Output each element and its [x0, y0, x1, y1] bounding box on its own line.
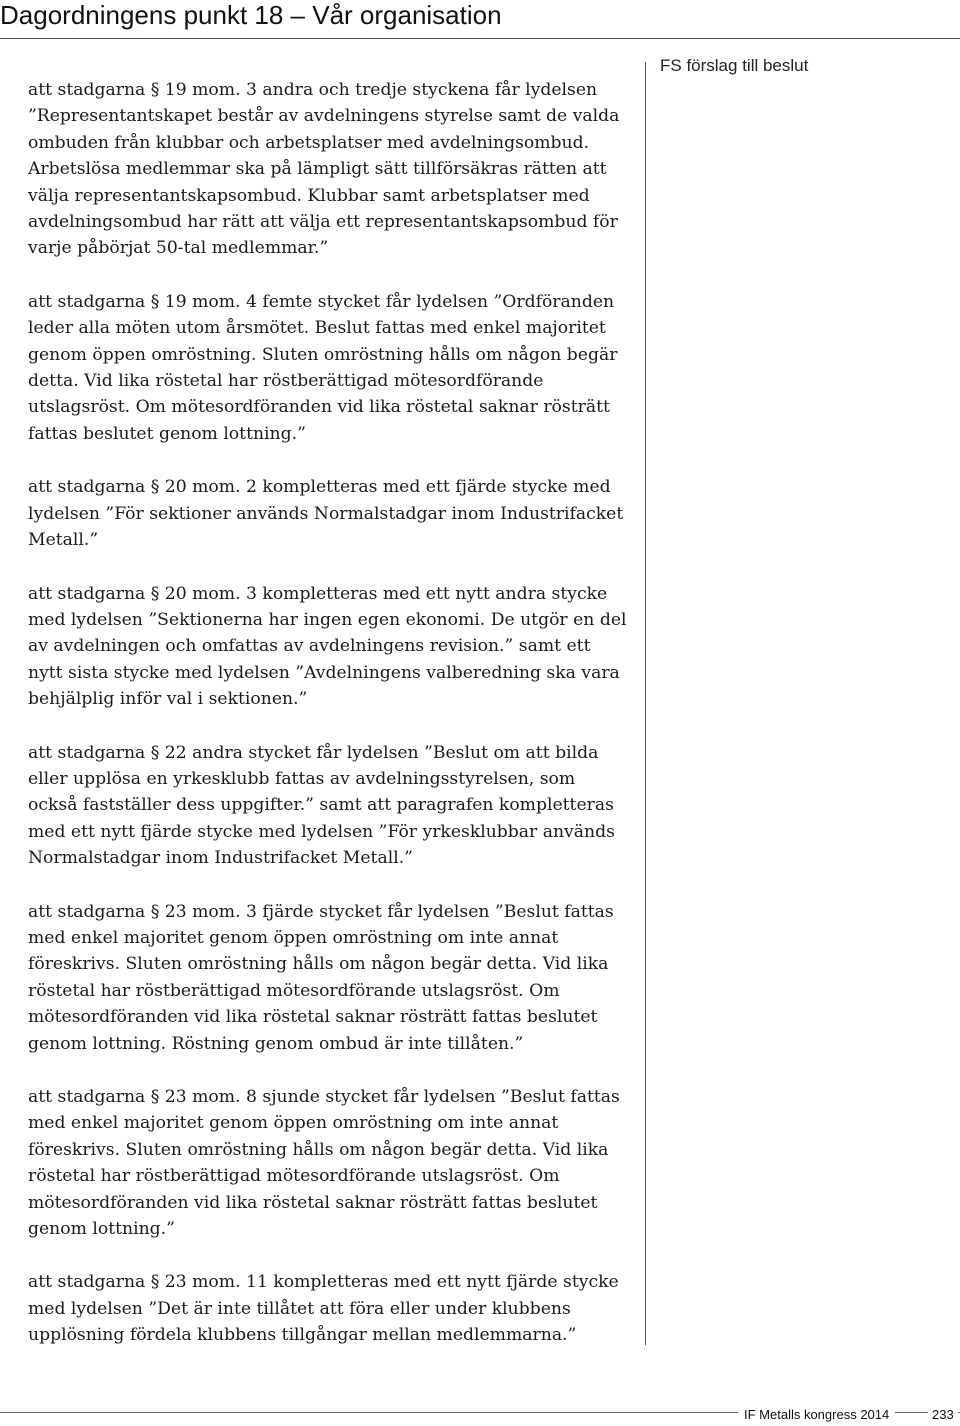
proposal-paragraph-7: att stadgarna § 23 mom. 8 sjunde stycket får lydelsen ”Beslut fattas med enkel majoritet genom öppen omröstning om inte annat föreskrivs. Sluten omröstning hålls om någon begär detta. Vid lika röstetal har röstberättigad mötesordförande utslagsröst. Om mötesordföranden vid lika röstetal saknar rösträtt fattas beslutet genom lottning.”	[28, 1087, 620, 1240]
page-title: Dagordningens punkt 18 – Vår organisation	[0, 0, 502, 30]
proposal-paragraph-6: att stadgarna § 23 mom. 3 fjärde stycket får lydelsen ”Beslut fattas med enkel majoritet genom öppen omröstning om inte annat föreskrivs. Sluten omröstning hålls om någon begär detta. Vid lika röstetal har röstberättigad mötesordförande utslagsröst. Om mötesordföranden vid lika röstetal saknar rösträtt fattas beslutet genom lottning. Röstning genom ombud är inte tillåten.”	[28, 901, 614, 1054]
proposal-body	[28, 77, 628, 1376]
title-divider	[0, 38, 960, 39]
footer-publication: IF Metalls kongress 2014	[738, 1407, 895, 1422]
proposal-paragraph-5: att stadgarna § 22 andra stycket får lydelsen ”Beslut om att bilda eller upplösa en yrkesklubb fattas av avdelningsstyrelsen, som också fastställer dess uppgifter.” samt att paragrafen kompletteras med ett nytt fjärde stycke med lydelsen ”För yrkesklubbar används Normalstadgar inom Industrifacket Metall.”	[28, 742, 615, 869]
column-divider	[645, 62, 646, 1345]
proposal-label: FS förslag till beslut	[660, 56, 809, 75]
proposal-paragraph-4: att stadgarna § 20 mom. 3 kompletteras med ett nytt andra stycke med lydelsen ”Sektionerna har ingen egen ekonomi. De utgör en del av avdelningen och omfattas av avdelningens revision.” samt ett nytt sista stycke med lydelsen ”Avdelningens valberedning ska vara behjälplig inför val i sektionen.”	[28, 583, 627, 710]
proposal-paragraph-3: att stadgarna § 20 mom. 2 kompletteras med ett fjärde stycke med lydelsen ”För sektioner används Normalstadgar inom Industrifacket Metall.”	[28, 477, 624, 551]
proposal-paragraph-1: att stadgarna § 19 mom. 3 andra och tredje styckena får lydelsen ”Representantskapet består av avdelningens styrelse samt de valda ombuden från klubbar och arbetsplatser med avdelningsombud. Arbetslösa medlemmar ska på lämpligt sätt tillförsäkras rätten att välja representantskapsombud. Klubbar samt arbetsplatser med avdelningsombud har rätt att välja ett representantskapsombud för varje påbörjat 50-tal medlemmar.”	[28, 80, 620, 259]
proposal-paragraph-8: att stadgarna § 23 mom. 11 kompletteras med ett nytt fjärde stycke med lydelsen ”Det är inte tillåtet att föra eller under klubbens upplösning fördela klubbens tillgångar mellan medlemmarna.”	[28, 1272, 619, 1346]
proposal-paragraph-2: att stadgarna § 19 mom. 4 femte stycket får lydelsen ”Ordföranden leder alla möten utom årsmötet. Beslut fattas med enkel majoritet genom öppen omröstning. Sluten omröstning hålls om någon begär detta. Vid lika röstetal har röstberättigad mötesordförande utslagsröst. Om mötesordföranden vid lika röstetal saknar rösträtt fattas beslutet genom lottning.”	[28, 291, 618, 444]
page-number: 233	[928, 1407, 958, 1422]
